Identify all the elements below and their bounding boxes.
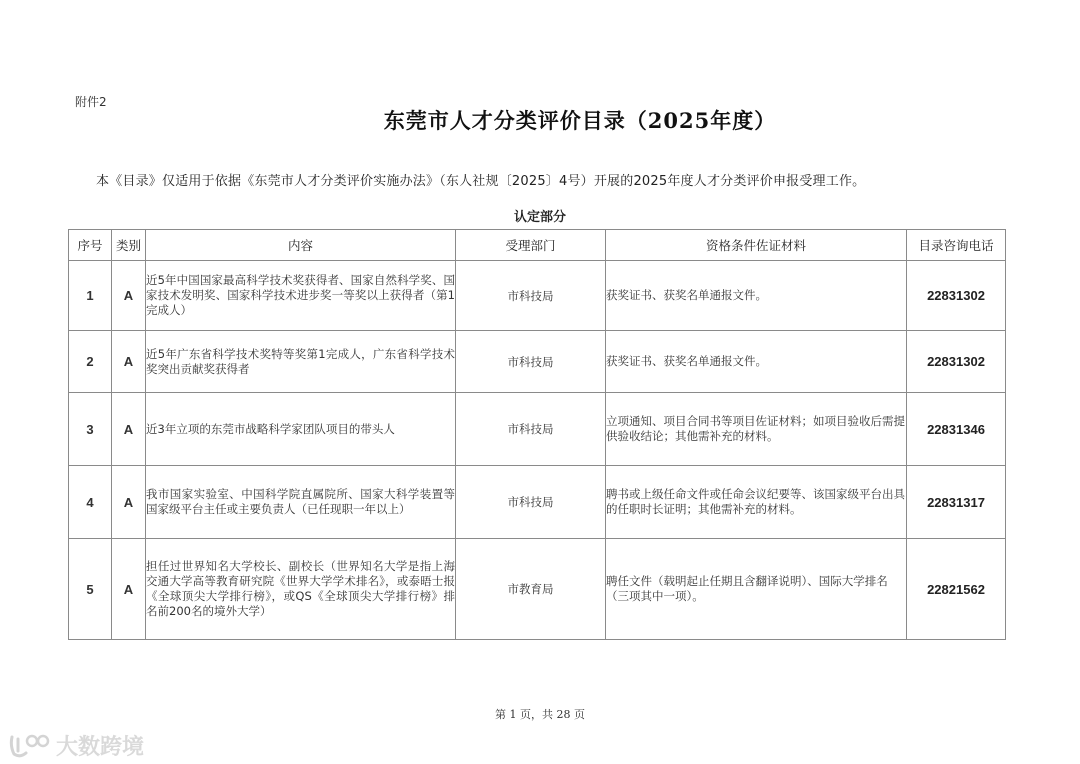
table-row [69,261,1006,331]
title-text: 东莞市人才分类评价目录（2025年度） [383,108,777,133]
header-content: 内容 [146,230,456,261]
header-category: 类别 [112,230,146,261]
row-no: 2 [69,331,112,393]
row-category: A [112,393,146,466]
row-no: 3 [69,393,112,466]
brand-logo-icon [8,733,52,759]
intro-paragraph: 本《目录》仅适用于依据《东莞市人才分类评价实施办法》（东人社规〔2025〕4号）开展的2025年度人才分类评价申报受理工作。 [96,174,866,189]
watermark [8,730,144,761]
row-materials: 聘任文件（载明起止任期且含翻译说明）、国际大学排名（三项其中一项）。 [606,539,907,640]
row-no: 5 [69,539,112,640]
row-phone: 22831302 [907,261,1006,331]
row-department: 市科技局 [456,393,606,466]
row-category: A [112,331,146,393]
section-title: 认定部分 [513,210,566,225]
header-materials: 资格条件佐证材料 [606,230,907,261]
row-phone: 22831346 [907,393,1006,466]
row-no: 4 [69,466,112,539]
row-content: 担任过世界知名大学校长、副校长（世界知名大学是指上海交通大学高等教育研究院《世界大学学术排名》，或泰晤士报《全球顶尖大学排行榜》，或QS《全球顶尖大学排行榜》排名前200名的境外大学） [146,539,456,640]
catalog-table [68,229,1006,640]
row-category: A [112,466,146,539]
row-materials: 立项通知、项目合同书等项目佐证材料；如项目验收后需提供验收结论；其他需补充的材料。 [606,393,907,466]
row-phone: 22821562 [907,539,1006,640]
page-footer [0,706,1080,722]
row-category: A [112,539,146,640]
header-department: 受理部门 [456,230,606,261]
table-row [69,393,1006,466]
row-department: 市科技局 [456,466,606,539]
row-materials: 聘书或上级任命文件或任命会议纪要等、该国家级平台出具的任职时长证明；其他需补充的材料。 [606,466,907,539]
row-phone: 22831317 [907,466,1006,539]
row-content: 我市国家实验室、中国科学院直属院所、国家大科学装置等国家级平台主任或主要负责人（已任现职一年以上） [146,466,456,539]
header-no: 序号 [69,230,112,261]
row-materials: 获奖证书、获奖名单通报文件。 [606,261,907,331]
row-no: 1 [69,261,112,331]
row-category: A [112,261,146,331]
row-department: 市教育局 [456,539,606,640]
row-department: 市科技局 [456,261,606,331]
header-phone: 目录咨询电话 [907,230,1006,261]
table-row [69,466,1006,539]
table-header-row [69,230,1006,261]
page-title [0,105,1080,135]
row-content: 近3年立项的东莞市战略科学家团队项目的带头人 [146,393,456,466]
row-content: 近5年广东省科学技术奖特等奖第1完成人，广东省科学技术奖突出贡献奖获得者 [146,331,456,393]
row-phone: 22831302 [907,331,1006,393]
table-row [69,331,1006,393]
page-number: 第 1 页，共 28 页 [495,708,585,721]
row-department: 市科技局 [456,331,606,393]
attachment-label: 附件2 [75,95,107,109]
watermark-text: 大数跨境 [56,735,145,760]
row-content: 近5年中国国家最高科学技术奖获得者、国家自然科学奖、国家技术发明奖、国家科学技术进步奖一等奖以上获得者（第1完成人） [146,261,456,331]
table-row [69,539,1006,640]
row-materials: 获奖证书、获奖名单通报文件。 [606,331,907,393]
